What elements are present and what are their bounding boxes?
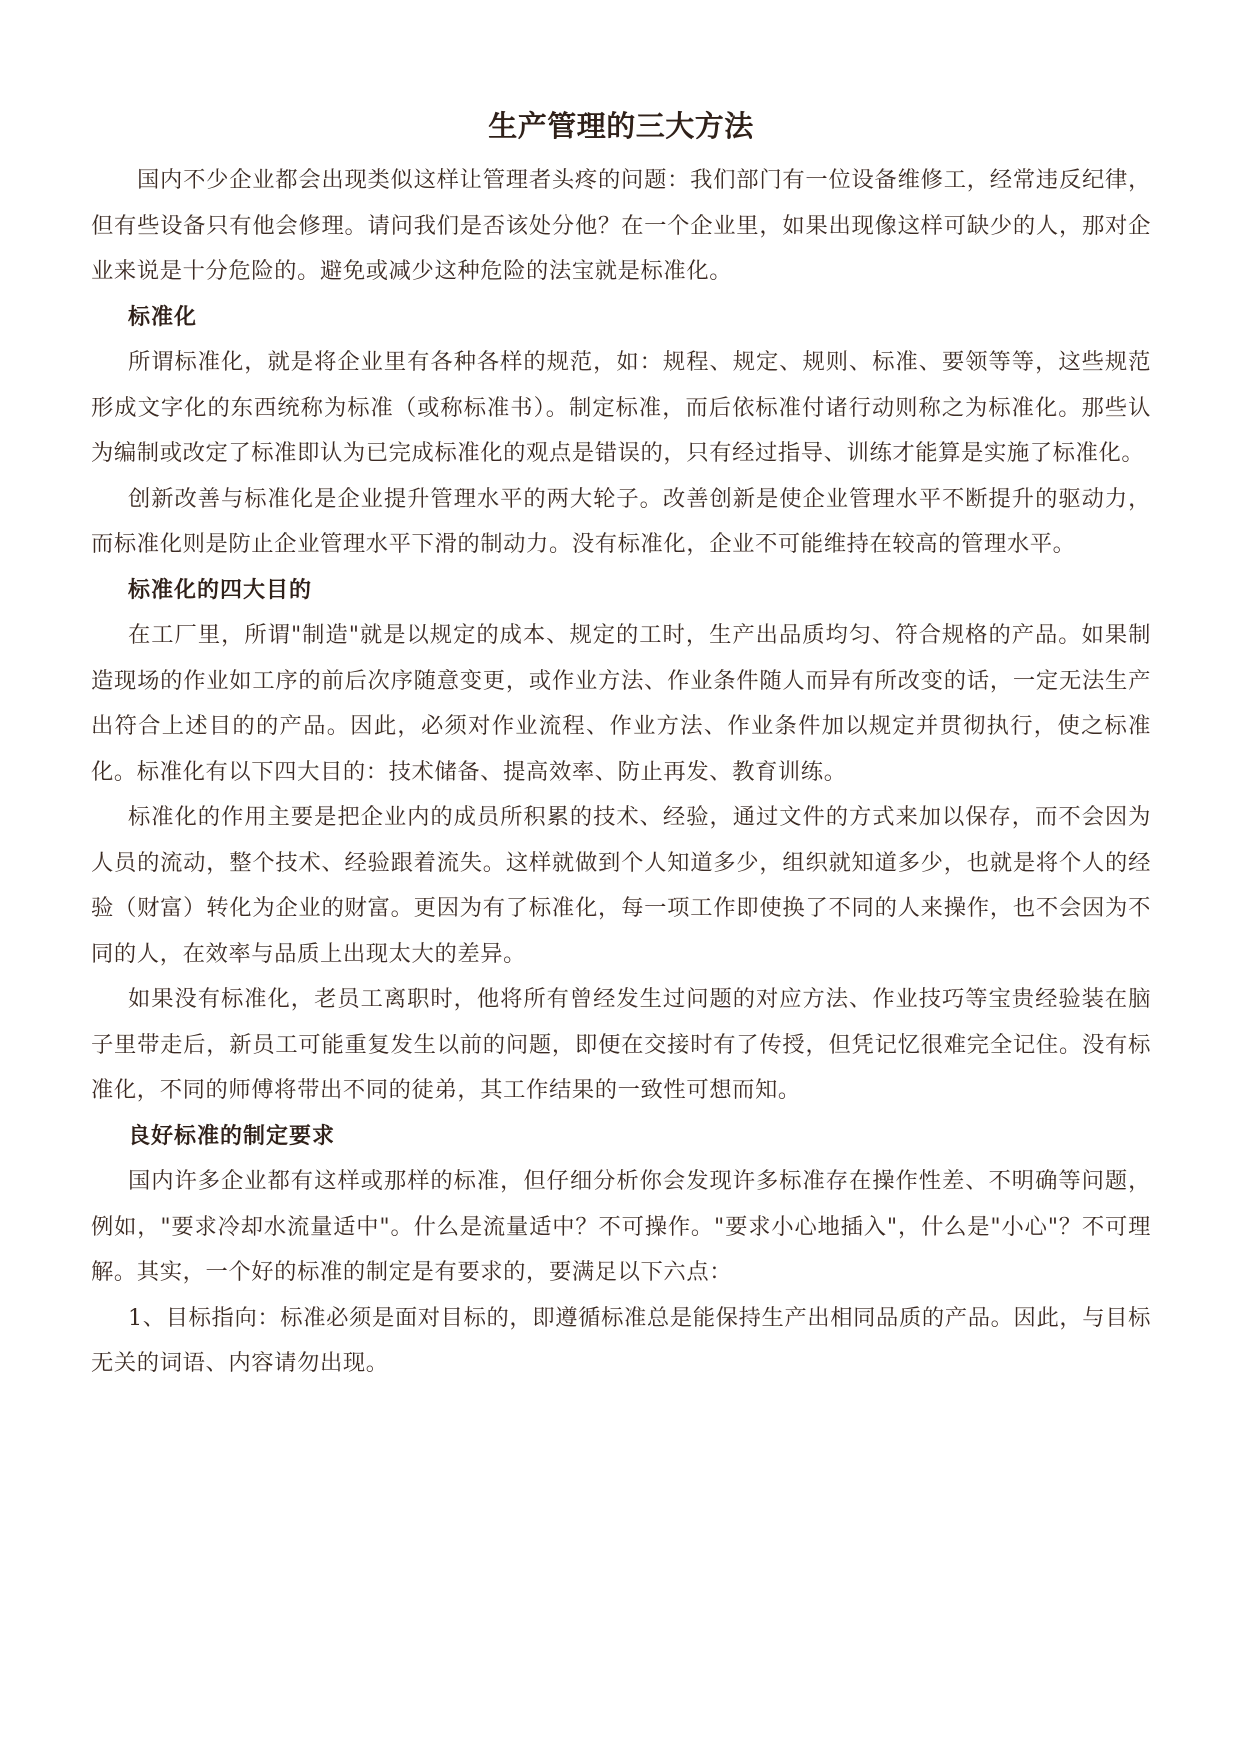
- document-title: 生产管理的三大方法: [488, 109, 754, 143]
- body-paragraph: 标准化的作用主要是把企业内的成员所积累的技术、经验，通过文件的方式来加以保存，而不会因为人员的流动，整个技术、经验跟着流失。这样就做到个人知道多少，组织就知道多少，也就是将个人的经验（财富）转化为企业的财富。更因为有了标准化，每一项工作即使换了不同的人来操作，也不会因为不同的人，在效率与品质上出现太大的差异。: [91, 804, 1151, 967]
- intro-paragraph: 国内不少企业都会出现类似这样让管理者头疼的问题：我们部门有一位设备维修工，经常违反纪律，但有些设备只有他会修理。请问我们是否该处分他？在一个企业里，如果出现像这样可缺少的人，那对企业来说是十分危险的。避免或减少这种危险的法宝就是标准化。: [91, 167, 1151, 284]
- body-paragraph: 如果没有标准化，老员工离职时，他将所有曾经发生过问题的对应方法、作业技巧等宝贵经验装在脑子里带走后，新员工可能重复发生以前的问题，即便在交接时有了传授，但凭记忆很难完全记住。没有标准化，不同的师傅将带出不同的徒弟，其工作结果的一致性可想而知。: [91, 986, 1151, 1103]
- body-paragraph: 创新改善与标准化是企业提升管理水平的两大轮子。改善创新是使企业管理水平不断提升的驱动力，而标准化则是防止企业管理水平下滑的制动力。没有标准化，企业不可能维持在较高的管理水平。: [91, 485, 1151, 557]
- body-paragraph: 在工厂里，所谓"制造"就是以规定的成本、规定的工时，生产出品质均匀、符合规格的产品。如果制造现场的作业如工序的前后次序随意变更，或作业方法、作业条件随人而异有所改变的话，一定无法生产出符合上述目的的产品。因此，必须对作业流程、作业方法、作业条件加以规定并贯彻执行，使之标准化。标准化有以下四大目的：技术储备、提高效率、防止再发、教育训练。: [91, 622, 1151, 785]
- section-heading-four-purposes: 标准化的四大目的: [128, 577, 313, 603]
- body-paragraph: 所谓标准化，就是将企业里有各种各样的规范，如：规程、规定、规则、标准、要领等等，这些规范形成文字化的东西统称为标准（或称标准书）。制定标准，而后依标准付诸行动则称之为标准化。那些认为编制或改定了标准即认为已完成标准化的观点是错误的，只有经过指导、训练才能算是实施了标准化。: [91, 349, 1151, 466]
- section-heading-good-standard-requirements: 良好标准的制定要求: [128, 1123, 336, 1149]
- list-item-paragraph: 1、目标指向：标准必须是面对目标的，即遵循标准总是能保持生产出相同品质的产品。因此，与目标无关的词语、内容请勿出现。: [91, 1304, 1151, 1376]
- section-heading-standardization: 标准化: [128, 304, 198, 330]
- body-paragraph: 国内许多企业都有这样或那样的标准，但仔细分析你会发现许多标准存在操作性差、不明确等问题，例如，"要求冷却水流量适中"。什么是流量适中？不可操作。"要求小心地插入"，什么是"小心"？不可理解。其实，一个好的标准的制定是有要求的，要满足以下六点：: [91, 1168, 1151, 1285]
